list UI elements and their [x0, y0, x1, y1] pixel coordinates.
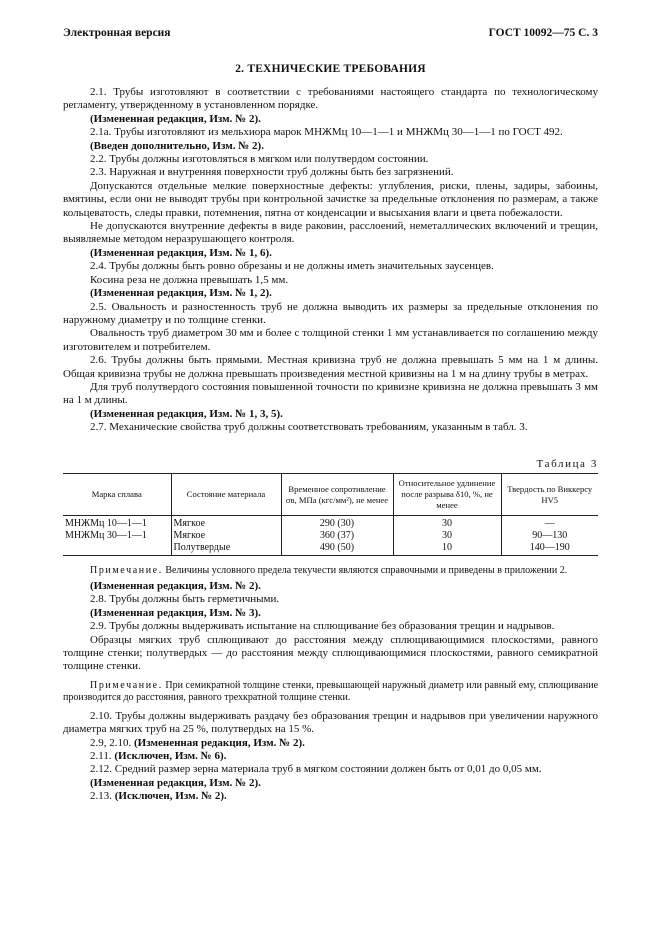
header-edition-label: Электронная версия: [63, 27, 171, 39]
amendment-note: (Измененная редакция, Изм. № 1, 6).: [90, 246, 272, 259]
clause-ref: 2.13.: [90, 790, 112, 803]
paragraph: 2.9. Трубы должны выдерживать испытание на сплющивание без образования трещин и надрывов.: [90, 620, 555, 633]
amendment-note: (Исключен, Изм. № 2).: [114, 790, 227, 803]
paragraph: 2.5. Овальность и разностенность труб не должна выводить их размеры за предельные отклонения по наружному диаметру и по толщине стенки.: [63, 300, 598, 326]
amendment-line: [63, 737, 598, 750]
paragraph: Косина реза не должна превышать 1,5 мм.: [90, 273, 289, 286]
cell-strength: 290 (30): [281, 516, 393, 531]
amendment-note: (Измененная редакция, Изм. № 1, 3, 5).: [90, 407, 283, 420]
note-label: Примечание.: [90, 565, 163, 576]
note-text: Величины условного предела текучести являются справочными и приведены в приложении 2.: [165, 565, 568, 576]
paragraph: Для труб полутвердого состояния повышенной точности по кривизне кривизна не должна превышать 3 мм на 1 м длины.: [63, 380, 598, 407]
amendment-note: (Введен дополнительно, Изм. № 2).: [90, 139, 264, 152]
paragraph: 2.12. Средний размер зерна материала труб в мягком состоянии должен быть от 0,01 до 0,05 мм.: [90, 763, 542, 776]
paragraph: 2.2. Трубы должны изготовляться в мягком или полутвердом состоянии.: [90, 153, 429, 166]
cell-elongation: 30: [393, 530, 501, 542]
cell-state: Мягкое: [171, 530, 281, 542]
clause-ref: 2.9, 2.10.: [90, 736, 132, 749]
table-caption: Таблица 3: [536, 458, 598, 470]
body-text-before-table: [63, 86, 598, 435]
header-strength: Временное сопротивление σв, МПа (кгс/мм²), не менее: [281, 474, 393, 516]
header-elongation: Относительное удлинение после разрыва δ10, %, не менее: [393, 474, 501, 516]
amendment-line: [63, 750, 598, 763]
cell-alloy: МНЖМц 10—1—1: [65, 518, 147, 529]
clause-ref: 2.11.: [90, 750, 112, 763]
amendment-note: (Измененная редакция, Изм. № 2).: [90, 112, 261, 125]
table-note: [63, 565, 598, 577]
header-alloy: Марка сплава: [63, 474, 171, 516]
amendment-note: (Измененная редакция, Изм. № 2).: [134, 736, 305, 749]
paragraph: 2.4. Трубы должны быть ровно обрезаны и не должны иметь значительных заусенцев.: [90, 260, 494, 273]
header-state: Состояние материала: [171, 474, 281, 516]
table-header-row: [63, 474, 598, 516]
flattening-note: [63, 680, 598, 704]
cell-hardness: 90—130: [501, 530, 598, 542]
paragraph: 2.7. Механические свойства труб должны соответствовать требованиям, указанным в табл. 3.: [90, 421, 528, 434]
cell-elongation: 10: [393, 542, 501, 556]
paragraph: 2.8. Трубы должны быть герметичными.: [90, 593, 280, 606]
cell-elongation: 30: [393, 516, 501, 531]
cell-strength: 360 (37): [281, 530, 393, 542]
paragraph: Не допускаются внутренние дефекты в виде раковин, расслоений, неметаллических включений и трещин, выявляемые методом неразрушающего контроля.: [63, 220, 598, 246]
mechanical-properties-table: [63, 473, 598, 556]
paragraph: 2.1. Трубы изготовляют в соответствии с требованиями настоящего стандарта по технологическому регламенту, утвержденному в установленном порядке.: [63, 86, 598, 112]
cell-state: Полутвердые: [171, 542, 281, 556]
amendment-note: (Исключен, Изм. № 6).: [114, 750, 227, 763]
body-text-after-table: [63, 563, 598, 804]
paragraph: Допускаются отдельные мелкие поверхностные дефекты: углубления, риски, плены, задиры, забоины, вмятины, если они не выводят трубы при контрольной зачистке за предельные отклонения по размерам, а также кольцеватость, следы правки, потемнения, пятна от конденсации и высыхания влаги и цвета побежалости.: [63, 179, 598, 219]
header-hardness: Твердость по Виккерсу HV5: [501, 474, 598, 516]
cell-state: Мягкое: [171, 516, 281, 531]
cell-alloy: МНЖМц 30—1—1: [65, 530, 147, 541]
paragraph: 2.3. Наружная и внутренняя поверхности труб должны быть без загрязнений.: [90, 166, 454, 179]
paragraph: Овальность труб диаметром 30 мм и более с толщиной стенки 1 мм устанавливается по соглашению между изготовителем и потребителем.: [63, 327, 598, 353]
paragraph: 2.1а. Трубы изготовляют из мельхиора марок МНЖМц 10—1—1 и МНЖМц 30—1—1 по ГОСТ 492.: [90, 126, 563, 139]
paragraph: 2.6. Трубы должны быть прямыми. Местная кривизна труб не должна превышать 5 мм на 1 м длины. Общая кривизна трубы не должна превышать произведения местной кривизны на 1 м на длину трубы в метрах.: [63, 354, 598, 380]
note-label: Примечание.: [90, 679, 163, 691]
table-row: [63, 530, 598, 542]
cell-hardness: 140—190: [501, 542, 598, 556]
note-text: При семикратной толщине стенки, превышающей наружный диаметр или равный ему, сплющивание производится до расстояния, равного трехкратной толщине стенки.: [63, 679, 599, 703]
amendment-note: (Измененная редакция, Изм. № 2).: [90, 580, 261, 592]
table-row: [63, 516, 598, 531]
header-standard-page: ГОСТ 10092—75 С. 3: [488, 27, 598, 39]
cell-hardness: —: [501, 516, 598, 531]
amendment-note: (Измененная редакция, Изм. № 2).: [90, 776, 261, 789]
cell-strength: 490 (50): [281, 542, 393, 556]
paragraph: 2.10. Трубы должны выдерживать раздачу без образования трещин и надрывов при увеличении наружного диаметра мягких труб на 25 %, полутвердых на 15 %.: [63, 709, 598, 736]
section-title: 2. ТЕХНИЧЕСКИЕ ТРЕБОВАНИЯ: [235, 63, 426, 75]
paragraph: Образцы мягких труб сплющивают до расстояния между сплющивающимися плоскостями, равного толщине стенки; полутвердых — до расстояния между сплющивающимися плоскостями, равного семикратной толщине стенки.: [63, 633, 598, 673]
amendment-note: (Измененная редакция, Изм. № 1, 2).: [90, 287, 272, 300]
amendment-note: (Измененная редакция, Изм. № 3).: [90, 606, 261, 619]
amendment-line: [63, 790, 598, 803]
table-row: [63, 542, 598, 556]
cell-alloy: [63, 542, 171, 556]
